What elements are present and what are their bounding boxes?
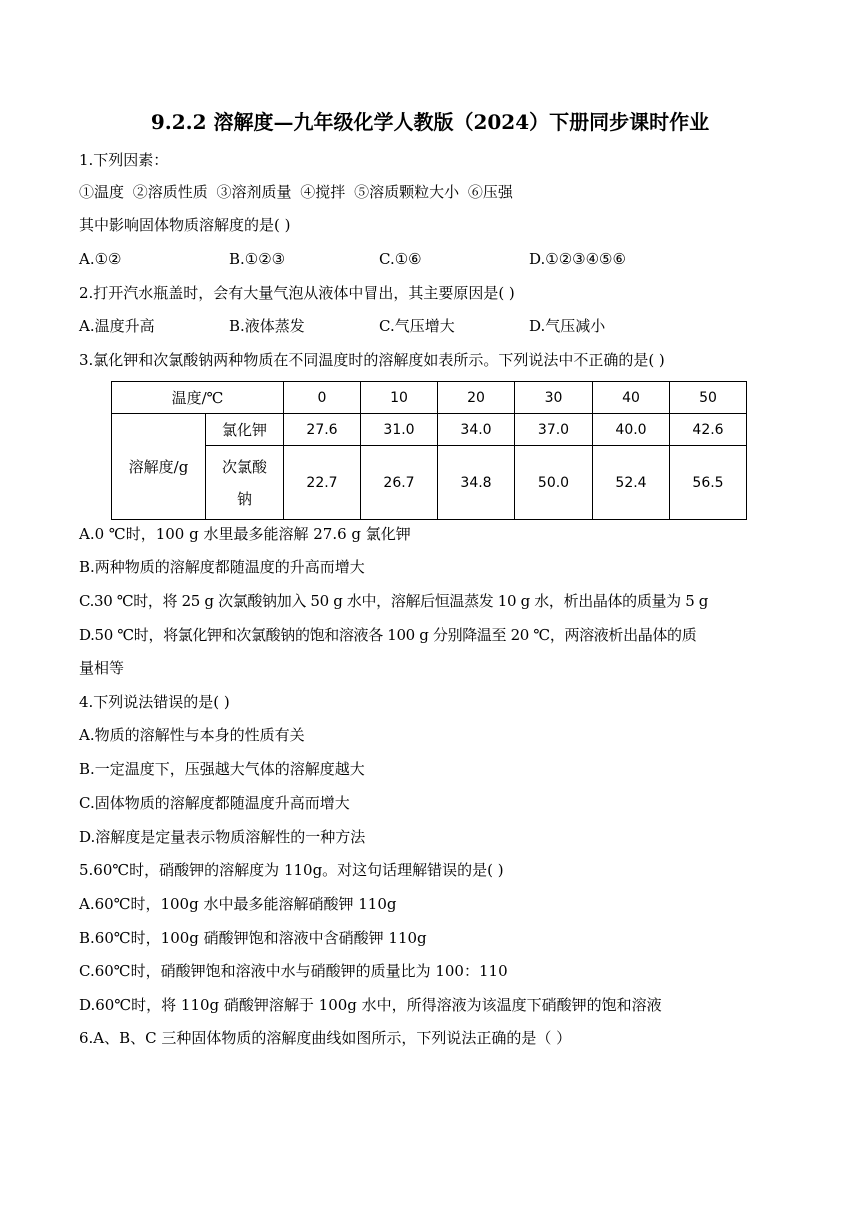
substance-name-line1: 次氯酸 — [221, 457, 267, 476]
table-row — [112, 446, 747, 520]
table-header-row — [112, 382, 747, 414]
temp-cell: 50 — [670, 382, 747, 414]
table-row — [112, 414, 747, 446]
value-cell: 42.6 — [670, 414, 747, 446]
q5-stem: 5.60℃时，硝酸钾的溶解度为 110g。对这句话理解错误的是( ) — [79, 861, 504, 879]
q3-option-c: C.30 ℃时，将 25 g 次氯酸钠加入 50 g 水中，溶解后恒温蒸发 10 g 水，析出晶体的质量为 5 g — [79, 592, 709, 610]
value-cell: 52.4 — [593, 446, 670, 520]
value-cell: 37.0 — [515, 414, 593, 446]
temp-cell: 30 — [515, 382, 593, 414]
temp-cell: 10 — [361, 382, 438, 414]
q1-factors: ①温度 ②溶质性质 ③溶剂质量 ④搅拌 ⑤溶质颗粒大小 ⑥压强 — [79, 183, 513, 201]
q1-option-d: D.①②③④⑤⑥ — [529, 250, 626, 268]
value-cell: 40.0 — [593, 414, 670, 446]
value-cell: 34.0 — [438, 414, 515, 446]
value-cell: 27.6 — [284, 414, 361, 446]
q4-stem: 4.下列说法错误的是( ) — [79, 693, 230, 711]
temp-cell: 40 — [593, 382, 670, 414]
substance-name: 氯化钾 — [206, 414, 284, 446]
substance-name — [206, 446, 284, 520]
q4-option-b: B.一定温度下，压强越大气体的溶解度越大 — [79, 760, 365, 778]
q1-option-a: A.①② — [79, 250, 122, 268]
value-cell: 56.5 — [670, 446, 747, 520]
q3-option-d-cont: 量相等 — [79, 659, 125, 677]
temperature-header: 温度/℃ — [112, 382, 284, 414]
q5-option-d: D.60℃时，将 110g 硝酸钾溶解于 100g 水中，所得溶液为该温度下硝酸钾的饱和溶液 — [79, 996, 662, 1014]
q1-option-c: C.①⑥ — [379, 250, 422, 268]
q4-option-c: C.固体物质的溶解度都随温度升高而增大 — [79, 794, 350, 812]
q4-option-d: D.溶解度是定量表示物质溶解性的一种方法 — [79, 828, 366, 846]
q5-option-a: A.60℃时，100g 水中最多能溶解硝酸钾 110g — [79, 895, 397, 913]
q1-option-b: B.①②③ — [229, 250, 286, 268]
solubility-label: 溶解度/g — [112, 414, 206, 520]
q2-option-c: C.气压增大 — [379, 317, 455, 335]
value-cell: 50.0 — [515, 446, 593, 520]
q2-stem: 2.打开汽水瓶盖时，会有大量气泡从液体中冒出，其主要原因是( ) — [79, 284, 515, 302]
substance-name-line2: 钠 — [236, 489, 252, 508]
q2-option-b: B.液体蒸发 — [229, 317, 305, 335]
value-cell: 31.0 — [361, 414, 438, 446]
value-cell: 26.7 — [361, 446, 438, 520]
q1-question: 其中影响固体物质溶解度的是( ) — [79, 216, 291, 234]
q3-option-d: D.50 ℃时，将氯化钾和次氯酸钠的饱和溶液各 100 g 分别降温至 20 ℃，两溶液析出晶体的质 — [79, 626, 697, 644]
q5-option-b: B.60℃时，100g 硝酸钾饱和溶液中含硝酸钾 110g — [79, 929, 427, 947]
solubility-table — [111, 381, 747, 520]
temp-cell: 20 — [438, 382, 515, 414]
temp-cell: 0 — [284, 382, 361, 414]
q2-option-d: D.气压减小 — [529, 317, 606, 335]
q3-option-b: B.两种物质的溶解度都随温度的升高而增大 — [79, 558, 365, 576]
q3-option-a: A.0 ℃时，100 g 水里最多能溶解 27.6 g 氯化钾 — [79, 525, 411, 543]
q3-stem: 3.氯化钾和次氯酸钠两种物质在不同温度时的溶解度如表所示。下列说法中不正确的是( ) — [79, 351, 665, 369]
q4-option-a: A.物质的溶解性与本身的性质有关 — [79, 726, 305, 744]
value-cell: 22.7 — [284, 446, 361, 520]
q2-option-a: A.温度升高 — [79, 317, 155, 335]
value-cell: 34.8 — [438, 446, 515, 520]
page-title: 9.2.2 溶解度—九年级化学人教版（2024）下册同步课时作业 — [150, 110, 710, 134]
q1-stem: 1.下列因素： — [79, 151, 169, 169]
q6-stem: 6.A、B、C 三种固体物质的溶解度曲线如图所示，下列说法正确的是（ ） — [79, 1029, 572, 1047]
q5-option-c: C.60℃时，硝酸钾饱和溶液中水与硝酸钾的质量比为 100：110 — [79, 962, 508, 980]
